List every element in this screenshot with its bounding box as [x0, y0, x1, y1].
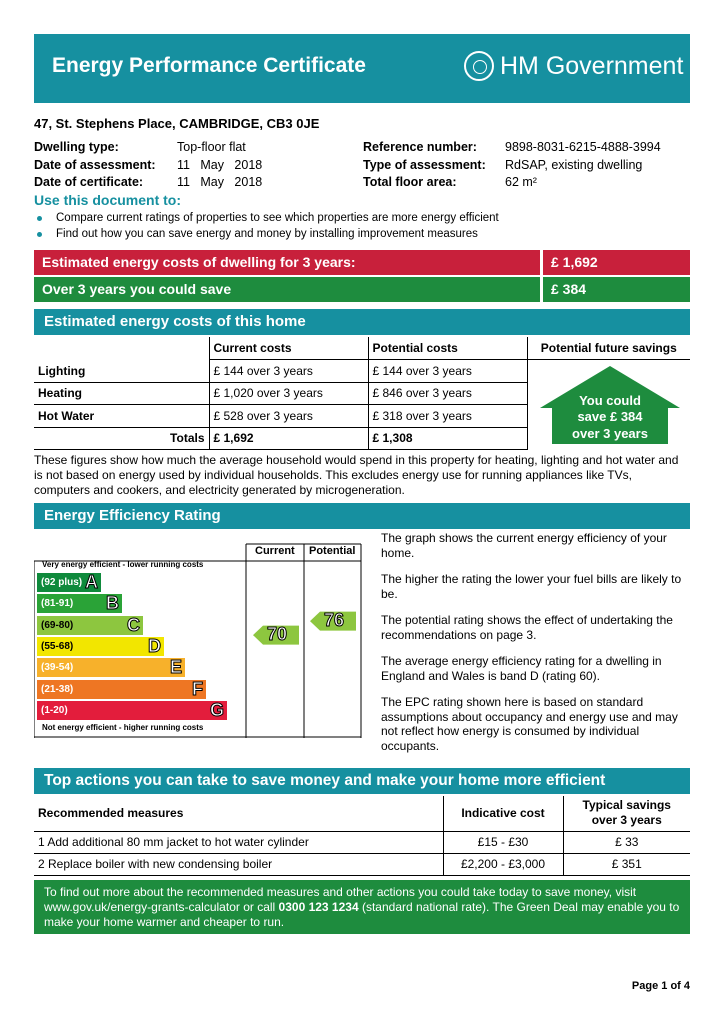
measure-name: 1 Add additional 80 mm jacket to hot water cylinder [34, 831, 443, 853]
bullet-icon [37, 216, 42, 221]
measure-cost: £2,200 - £3,000 [443, 853, 563, 875]
eer-band-letter: A [85, 572, 98, 592]
savings-house-icon [540, 366, 680, 444]
eer-paragraph: The higher the rating the lower your fuel bills are likely to be. [381, 572, 682, 601]
current-rating-value: 70 [267, 623, 288, 644]
totals-label: Totals [34, 427, 209, 450]
eer-description [381, 531, 691, 765]
cost-current: £ 528 over 3 years [209, 405, 368, 428]
cost-current: £ 1,020 over 3 years [209, 382, 368, 405]
eer-band-range: (92 plus) [41, 577, 83, 588]
eer-paragraph: The potential rating shows the effect of undertaking the recommendations on page 3. [381, 613, 673, 642]
eer-top-label: Very energy efficient - lower running costs [42, 560, 204, 569]
col-header: Recommended measures [34, 796, 443, 831]
eer-band-range: (81-91) [41, 598, 74, 610]
detail-value: RdSAP, existing dwelling [505, 157, 643, 172]
savings-bar [34, 277, 690, 302]
col-header: Current costs [209, 337, 368, 360]
cost-name: Lighting [34, 360, 209, 383]
info-text: (standard national rate). The Green Deal may enable you to [358, 900, 680, 914]
col-current-label: Current [255, 545, 295, 557]
measure-saving: £ 33 [563, 831, 690, 853]
cost-potential: £ 846 over 3 years [368, 382, 527, 405]
eer-band-letter: G [209, 699, 224, 720]
cost-potential: £ 144 over 3 years [368, 360, 527, 383]
savings-line: You could [579, 393, 641, 408]
info-line: make your home warmer and cheaper to run. [44, 915, 285, 929]
usage-bullets [34, 211, 499, 242]
eer-arrows [34, 537, 362, 738]
gov-label: HM Government [500, 51, 684, 80]
bullet-icon [37, 232, 42, 237]
bullet-text: Compare current ratings of properties to see which properties are more energy efficient [56, 212, 499, 224]
totals-current: £ 1,692 [209, 427, 368, 450]
detail-label: Date of assessment: [34, 157, 156, 172]
details-right [363, 139, 661, 192]
cost-current: £ 144 over 3 years [209, 360, 368, 383]
eer-band-range: (1-20) [41, 704, 68, 716]
info-line: To find out more about the recommended measures and other actions you could take today to save money, visit [44, 885, 637, 899]
detail-label: Date of certificate: [34, 175, 144, 189]
epc-header [34, 34, 690, 103]
totals-potential: £ 1,308 [368, 427, 527, 450]
info-line [44, 900, 680, 915]
detail-value: 9898-8031-6215-4888-3994 [505, 140, 661, 154]
section-eer-heading: Energy Efficiency Rating [34, 503, 690, 529]
detail-label: Total floor area: [363, 175, 457, 189]
cost-name: Heating [34, 382, 209, 405]
eer-band-range: (39-54) [41, 662, 74, 674]
detail-value: 11 May 2018 [177, 175, 263, 189]
potential-rating-value: 76 [324, 609, 345, 630]
measure-cost: £15 - £30 [443, 831, 563, 853]
col-header: Potential costs [368, 337, 527, 360]
eer-band-letter: F [192, 678, 203, 699]
detail-label: Reference number: [363, 140, 477, 154]
actions-table [34, 796, 690, 876]
info-link[interactable]: www.gov.uk/energy-grants-calculator or call [44, 900, 279, 914]
savings-line: over 3 years [572, 426, 648, 441]
details-left [34, 139, 262, 192]
costs-bar [34, 250, 690, 275]
section-actions-heading: Top actions you can take to save money and make your home more efficient [34, 768, 690, 794]
page-number: Page 1 of 4 [631, 980, 690, 992]
col-potential-label: Potential [309, 545, 356, 557]
costs-bar-label: Estimated energy costs of dwelling for 3 years: [34, 250, 543, 275]
eer-band-range: (55-68) [41, 640, 74, 652]
eer-band-range: (21-38) [41, 683, 74, 695]
col-header: Indicative cost [443, 796, 563, 831]
eer-chart [34, 537, 362, 738]
page-title: Energy Performance Certificate [52, 54, 366, 77]
hm-government-logo [464, 51, 683, 81]
cost-potential: £ 318 over 3 years [368, 405, 527, 428]
table-row [34, 831, 690, 853]
table-row [34, 853, 690, 875]
section-costs-heading: Estimated energy costs of this home [34, 309, 690, 335]
eer-band-letter: E [169, 657, 182, 678]
savings-header-1: Typical savings [582, 798, 671, 813]
phone-number: 0300 123 1234 [278, 900, 359, 914]
measure-saving: £ 351 [563, 853, 690, 875]
savings-line: save £ 384 [577, 409, 643, 424]
eer-band-letter: D [148, 635, 161, 656]
eer-band-range: (69-80) [41, 619, 74, 631]
measure-name: 2 Replace boiler with new condensing boiler [34, 853, 443, 875]
costs-bar-value: £ 1,692 [551, 254, 598, 270]
property-address: 47, St. Stephens Place, CAMBRIDGE, CB3 0JE [34, 116, 320, 131]
detail-label: Type of assessment: [363, 157, 486, 172]
savings-header-2: over 3 years [591, 813, 662, 828]
detail-value: 62 m² [505, 175, 537, 189]
eer-band-letter: B [106, 593, 119, 614]
detail-value: Top-floor flat [177, 140, 246, 154]
col-header [563, 796, 690, 831]
more-info-box [34, 880, 690, 934]
eer-paragraph: The average energy efficiency rating for a dwelling in England and Wales is band D (rating 60). [381, 654, 662, 683]
detail-label: Dwelling type: [34, 140, 119, 154]
eer-band-letter: C [127, 614, 140, 635]
bullet-text: Find out how you can save energy and money by installing improvement measures [56, 227, 478, 240]
eer-bottom-label: Not energy efficient - higher running costs [42, 723, 204, 732]
use-title: Use this document to: [34, 192, 182, 208]
savings-bar-label: Over 3 years you could save [34, 277, 543, 302]
costs-note: These figures show how much the average household would spend in this property for heating, lighting and hot water and is not based on energy used by individual households. This excludes energy use for running appliances like TVs, computers and cookers, and electricity generated by microgeneration. [34, 453, 679, 497]
crest-icon [464, 51, 494, 81]
detail-value: 11 May 2018 [177, 157, 263, 172]
eer-paragraph: The graph shows the current energy efficiency of your home. [381, 531, 667, 560]
col-header: Potential future savings [527, 337, 690, 360]
eer-paragraph: The EPC rating shown here is based on standard assumptions about occupancy and energy use and may not reflect how energy is consumed by individual occupants. [381, 695, 678, 753]
savings-bar-value: £ 384 [551, 281, 587, 297]
cost-name: Hot Water [34, 405, 209, 428]
